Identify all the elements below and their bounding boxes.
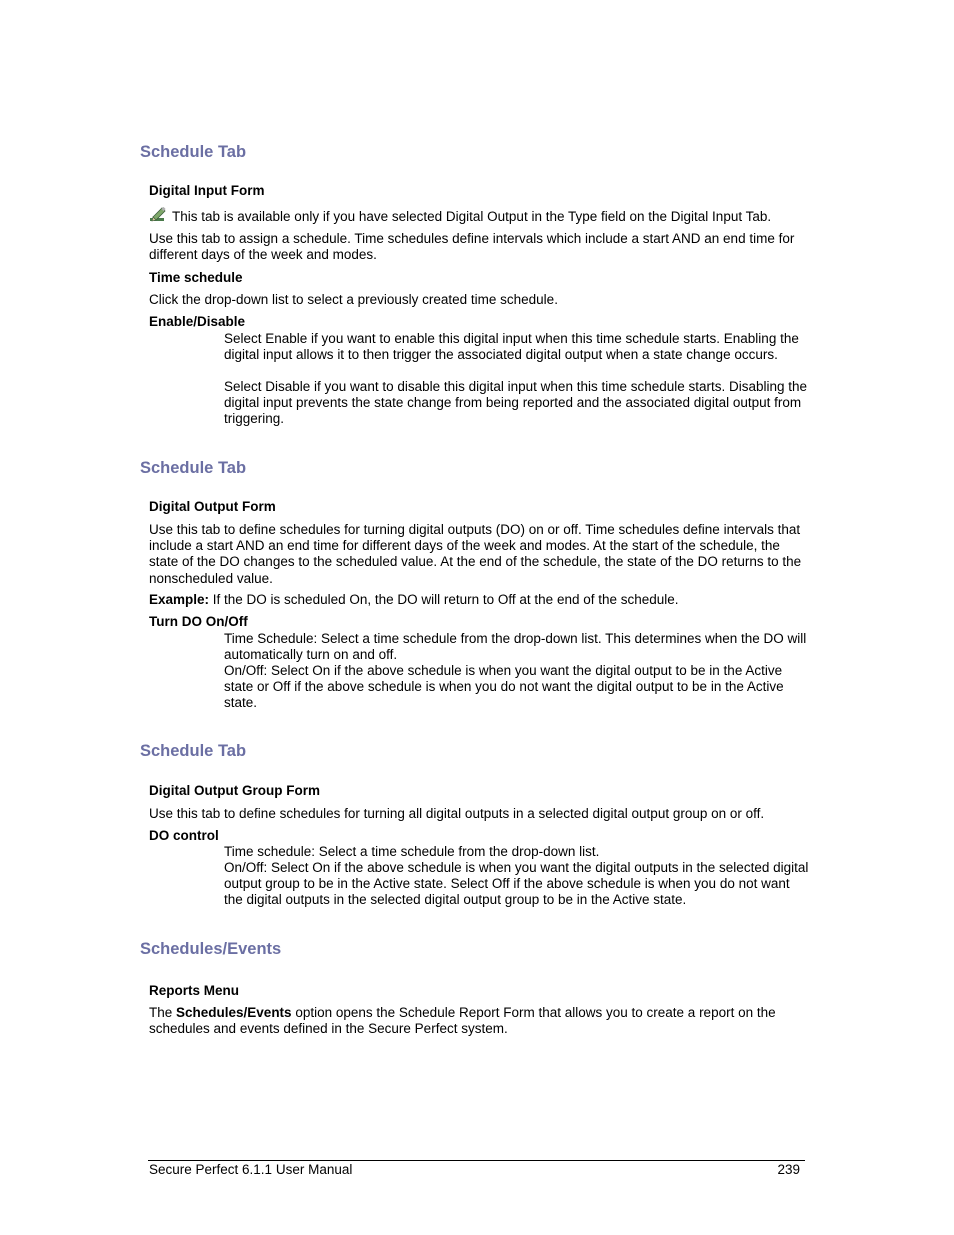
schedules-events-option: Schedules/Events (176, 1005, 292, 1020)
disable-text: Select Disable if you want to disable this digital input when this time schedule starts. Disabling the digital input prevents the state change from being reported and the associated digital output from triggering. (224, 379, 808, 427)
digital-output-form-title: Digital Output Form (149, 499, 276, 514)
text-post: option opens the Schedule Report Form that allows you to create a report on the schedules and events defined in the Secure Perfect system. (149, 1005, 776, 1037)
footer-page-number: 239 (777, 1162, 800, 1177)
turn-do-text-1: Time Schedule: Select a time schedule from the drop-down list. This determines when the DO will automatically turn on and off. (224, 631, 807, 663)
section-heading-schedules-events: Schedules/Events (140, 940, 282, 958)
section2-intro: Use this tab to define schedules for turning digital outputs (DO) on or off. Time schedules define intervals that include a start AND an end time for different days of the week and modes. At the start of the schedule, the state of the DO changes to the scheduled value. At the end of the schedule, the state of the DO returns to the nonscheduled value. (149, 522, 802, 586)
text-pre: The (149, 1005, 177, 1020)
schedules-events-paragraph (149, 1005, 809, 1037)
footer-divider (148, 1160, 805, 1161)
section-heading-schedule-tab-1: Schedule Tab (140, 143, 247, 161)
note-paragraph (149, 207, 809, 225)
example-label: Example: (149, 592, 210, 607)
time-schedule-label: Time schedule (149, 270, 243, 285)
enable-disable-label: Enable/Disable (149, 314, 246, 329)
note-text: This tab is available only if you have selected Digital Output in the Type field on the Digital Input Tab. (172, 209, 772, 224)
example-paragraph (149, 592, 809, 608)
digital-output-group-form-title: Digital Output Group Form (149, 783, 320, 798)
time-schedule-text: Click the drop-down list to select a previously created time schedule. (149, 292, 558, 307)
do-control-text-1: Time schedule: Select a time schedule from the drop-down list. (224, 844, 600, 859)
example-text: If the DO is scheduled On, the DO will return to Off at the end of the schedule. (209, 592, 679, 607)
do-control-text-2: On/Off: Select On if the above schedule is when you want the digital outputs in the selected digital output group to be in the Active state. Select Off if the above schedule is when you do not want the digital outputs in the selected digital output group to be in the Active state. (224, 860, 809, 908)
footer-manual-title: Secure Perfect 6.1.1 User Manual (149, 1162, 353, 1177)
enable-text: Select Enable if you want to enable this digital input when this time schedule starts. Enabling the digital input allows it to then trigger the associated digital output when a state change occurs. (224, 331, 799, 363)
section1-intro: Use this tab to assign a schedule. Time schedules define intervals which include a start AND an end time for different days of the week and modes. (149, 231, 795, 263)
section-heading-schedule-tab-3: Schedule Tab (140, 742, 247, 760)
do-control-label: DO control (149, 828, 219, 843)
turn-do-label: Turn DO On/Off (149, 614, 248, 629)
section-heading-schedule-tab-2: Schedule Tab (140, 459, 247, 477)
digital-input-form-title: Digital Input Form (149, 183, 265, 198)
reports-menu-title: Reports Menu (149, 983, 240, 998)
section3-intro: Use this tab to define schedules for turning all digital outputs in a selected digital output group on or off. (149, 806, 765, 821)
turn-do-text-2: On/Off: Select On if the above schedule is when you want the digital output to be in the Active state or Off if the above schedule is when you do not want the digital output to be in the Active state. (224, 663, 784, 711)
pencil-note-icon (149, 207, 169, 223)
